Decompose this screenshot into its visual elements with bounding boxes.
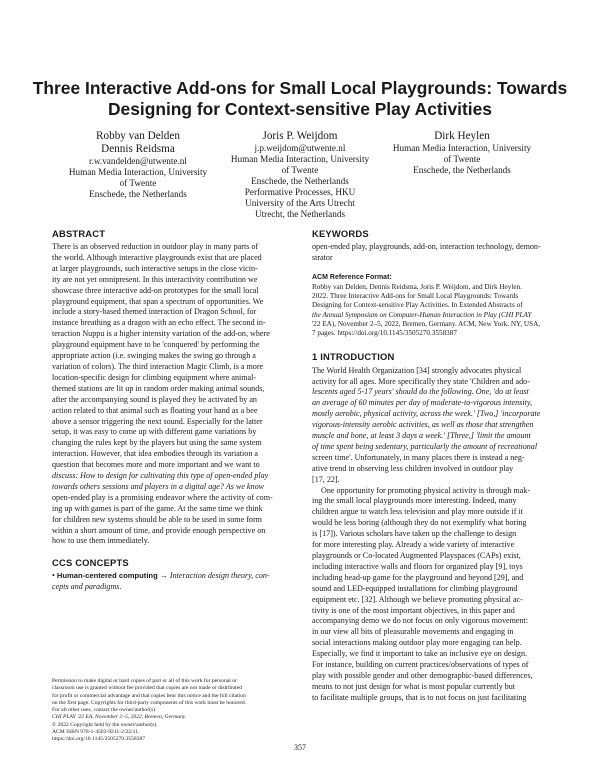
author-name: Joris P. Weijdom (262, 130, 338, 142)
intro-line: including interactive walls and floors for organized play [9], toys (312, 561, 523, 571)
intro-line: The World Health Organization [34] strongly advocates physical (312, 365, 522, 375)
title-line: Three Interactive Add-ons for Small Local Playgrounds: Towards (32, 78, 568, 98)
permission-line: © 2022 Copyright held by the owner/author(s). (52, 721, 158, 728)
abstract-line: changing the rules kept by the players but using the same system (52, 438, 262, 448)
permission-line: CHI PLAY '22 EA, November 2–5, 2022, Bremen, Germany (52, 714, 186, 721)
reference-line: 2022. Three Interactive Add-ons for Small Local Playgrounds: Towards (312, 292, 519, 301)
reference-line: '22 EA), November 2–5, 2022, Bremen, Germany. ACM, New York, NY, USA, (312, 320, 541, 328)
abstract-line: teraction Nuppu is a higher intensity variation of the add-on, where (52, 329, 270, 339)
abstract-line: after the accompanying sound is played they be activated by an (52, 394, 257, 404)
ccs-period: . (119, 582, 122, 592)
abstract-line: open-ended play is a promising endeavor where the activity of com- (52, 492, 273, 502)
author-affiliation: of Twente (119, 178, 157, 188)
abstract-line: ing up with games is part of the game. At the same time we think (52, 503, 263, 513)
intro-line: in our view all bits of pleasurable movements and engaging in (312, 627, 514, 637)
keywords-heading: KEYWORDS (312, 228, 369, 239)
author-name: Dennis Reidsma (101, 143, 175, 155)
abstract-line: above a sensor triggering the next sound. Especially for the latter (52, 416, 263, 426)
intro-line: children argue to watch less television and play more outside if it (312, 507, 523, 517)
keywords-line: strator (312, 252, 333, 262)
reference-line: Robby van Delden, Dennis Reidsma, Joris P. Weijdom, and Dirk Heylen. (312, 282, 522, 291)
author-affiliation: Enschede, the Netherlands (251, 176, 349, 186)
permission-block (52, 678, 312, 744)
title-line: Designing for Context-sensitive Play Activities (108, 99, 492, 119)
left-column (52, 228, 312, 593)
intro-line: screen time'. Unfortunately, in many places there is instead a neg- (312, 452, 525, 462)
intro-line: play with possible gender and other demographic-based differences, (312, 670, 533, 680)
author-block-2 (214, 130, 386, 220)
abstract-line: within a short amount of time, and provide enough perspective on (52, 525, 266, 535)
intro-line: For instance, building on current practices/observations of types of (312, 660, 529, 670)
keywords-line: open-ended play, playgrounds, add-on, interaction technology, demon- (312, 242, 541, 251)
permission-line: on the first page. Copyrights for third-party components of this work must be honored. (52, 699, 247, 706)
intro-line: lescents aged 5-17 years' should do the following. One, 'do at least (312, 387, 529, 397)
intro-line: One opportunity for promoting physical activity is through mak- (321, 485, 531, 495)
abstract-line: include a story-based themed interaction of Dragon School, for (52, 307, 257, 317)
author-block-3 (376, 130, 548, 176)
paper-title (30, 78, 570, 120)
intro-line: tivity is one of the most important objectives, in this paper and (312, 605, 515, 615)
intro-line: sound and LED-equipped installations for climbing playground (312, 583, 518, 593)
abstract-line: the world. Although interactive playgrounds exist that are placed (52, 252, 262, 262)
permission-line: For all other uses, contact the owner/author(s). (52, 707, 157, 714)
intro-line: vigorous-intensity aerobic activities, as well as those that strengthen (312, 420, 534, 430)
reference-line: 7 pages. https://doi.org/10.1145/3505270.3558387 (312, 329, 457, 338)
abstract-line: question that becomes more and more important and we want to (52, 460, 260, 470)
intro-line: social interactions making outdoor play more engaging can help. (312, 638, 522, 648)
introduction-paragraph-1 (312, 366, 574, 486)
intro-line: equipment etc. [32]. Although we believe promoting physical ac- (312, 594, 523, 604)
abstract-line: action related to that animal such as floating your hand as a bee (52, 405, 258, 415)
intro-line: ing the small local playgrounds more interesting. Indeed, many (312, 496, 517, 506)
author-affiliation: of Twente (281, 165, 319, 175)
intro-line: accompanying demo we do not focus on only vigorous movement: (312, 616, 529, 626)
abstract-line: interaction. However, that idea embodies through its variation a (52, 449, 259, 459)
reference-line: Designing for Context-sensitive Play Activities. In Extended Abstracts of (312, 301, 523, 310)
ccs-subconcept: cepts and paradigms (52, 582, 120, 592)
intro-line: means to not just design for what is most popular currently but (312, 681, 515, 691)
author-affiliation: Performative Processes, HKU (244, 187, 356, 197)
permission-line: Permission to make digital or hard copies of part or all of this work for personal or (52, 678, 237, 684)
ccs-arrow: → (159, 571, 168, 581)
ccs-body (52, 571, 312, 593)
author-block-1 (52, 130, 224, 200)
intro-line: including head-up game for the playground and beyond [29], and (312, 572, 524, 582)
author-affiliation: Human Media Interaction, University (230, 154, 370, 164)
page-number: 357 (294, 743, 306, 752)
abstract-line: playground equipment have to be 'conquered' by performing the (52, 340, 260, 350)
ccs-heading: CCS CONCEPTS (52, 557, 129, 569)
abstract-line: discuss: How to design for cultivating this type of open-ended play (52, 471, 269, 481)
right-column (312, 228, 574, 704)
author-email: j.p.weijdom@utwente.nl (254, 143, 346, 153)
author-email: r.w.vandelden@utwente.nl (89, 156, 187, 166)
intro-line: is [17]). Various scholars have taken up the challenge to design (312, 529, 517, 539)
abstract-line: variation of colors). The third interaction Magic Climb, is a more (52, 361, 264, 371)
author-affiliation: Enschede, the Netherlands (413, 165, 511, 175)
intro-line: would be less boring (although they do not exemplify what boring (312, 518, 527, 528)
abstract-line: appropriate action (i.e. swinging makes the swing go through a (52, 351, 256, 361)
intro-line: ative trend in observing less children involved in outdoor play (312, 463, 514, 473)
abstract-line: ity are not yet omnipresent. In this interactivity contribution we (52, 274, 258, 284)
introduction-heading: 1 INTRODUCTION (312, 350, 395, 362)
ccs-concept: Human-centered computing (56, 571, 158, 581)
author-affiliation: Utrecht, the Netherlands (254, 209, 346, 219)
intro-line: Especially, we find it important to take an inclusive eye on design. (312, 649, 528, 659)
author-affiliation: University of the Arts Utrecht (245, 198, 355, 208)
permission-line: classroom use is granted without fee provided that copies are not made or distributed (52, 685, 242, 692)
intro-line: [17, 22]. (312, 474, 340, 484)
author-affiliation: of Twente (443, 154, 481, 164)
author-affiliation: Human Media Interaction, University (392, 143, 532, 153)
abstract-line: location-specific design for climbing equipment where animal- (52, 372, 257, 382)
ccs-subconcept: Interaction design theory, con- (169, 571, 270, 581)
abstract-heading: ABSTRACT (52, 228, 106, 239)
abstract-line: themed stations are lit up in random order making animal sounds, (52, 383, 265, 393)
ccs-bullet: • (52, 571, 55, 581)
intro-line: muscle and bone, at least 3 days a week.' [Three,] 'limit the amount (312, 431, 531, 441)
acm-reference-body (312, 283, 574, 339)
permission-line: ACM ISBN 978-1-4503-9211-2/22/11. (52, 729, 140, 736)
abstract-line: how to use them immediately. (52, 536, 150, 546)
introduction-paragraph-2 (312, 486, 574, 704)
intro-line: to facilitate multiple groups, that is to not focus on just facilitating (312, 692, 527, 702)
abstract-line: instance breathing as a dragon with an echo effect. The second in- (52, 318, 266, 328)
abstract-line: setup, it was easy to come up with different game variations by (52, 427, 257, 437)
abstract-line: playground equipment, that span a spectrum of opportunities. We (52, 296, 264, 306)
intro-line: activity for all ages. More specifically they state 'Children and ado- (312, 376, 530, 386)
permission-line: for profit or commercial advantage and that copies bear this notice and the full citation (52, 692, 246, 699)
acm-reference-heading: ACM Reference Format: (312, 273, 392, 281)
abstract-line: for children new systems should be able to be used in some form (52, 514, 262, 524)
keywords-body (312, 242, 574, 264)
author-affiliation: Enschede, the Netherlands (89, 189, 187, 199)
reference-line: the Annual Symposium on Computer-Human Interaction in Play (CHI PLAY (312, 310, 532, 319)
abstract-body (52, 242, 312, 547)
intro-line: for more interesting play. Already a wide variety of interactive (312, 540, 515, 550)
permission-line: https://doi.org/10.1145/3505270.3558387 (52, 736, 146, 743)
author-name: Robby van Delden (96, 130, 180, 142)
abstract-line: towards others sessions and players in a digital age? As we know (52, 481, 265, 491)
author-name: Dirk Heylen (434, 130, 490, 142)
abstract-line: There is an observed reduction in outdoor play in many parts of (52, 242, 259, 251)
intro-line: an average of 60 minutes per day of moderate-to-vigorous intensity, (312, 398, 532, 408)
abstract-line: showcase three interactive add-on prototypes for the small local (52, 285, 259, 295)
intro-line: playgrounds or Co-located Augmented Playspaces (CAPs) exist, (312, 551, 521, 560)
intro-line: of time spent being sedentary, particularly the amount of recreational (312, 441, 538, 451)
intro-line: mostly aerobic, physical activity, across the week.' [Two,] 'incorporate (312, 409, 541, 419)
author-affiliation: Human Media Interaction, University (68, 167, 208, 177)
abstract-line: at larger playgrounds, such interactive setups in the close vicin- (52, 263, 258, 273)
